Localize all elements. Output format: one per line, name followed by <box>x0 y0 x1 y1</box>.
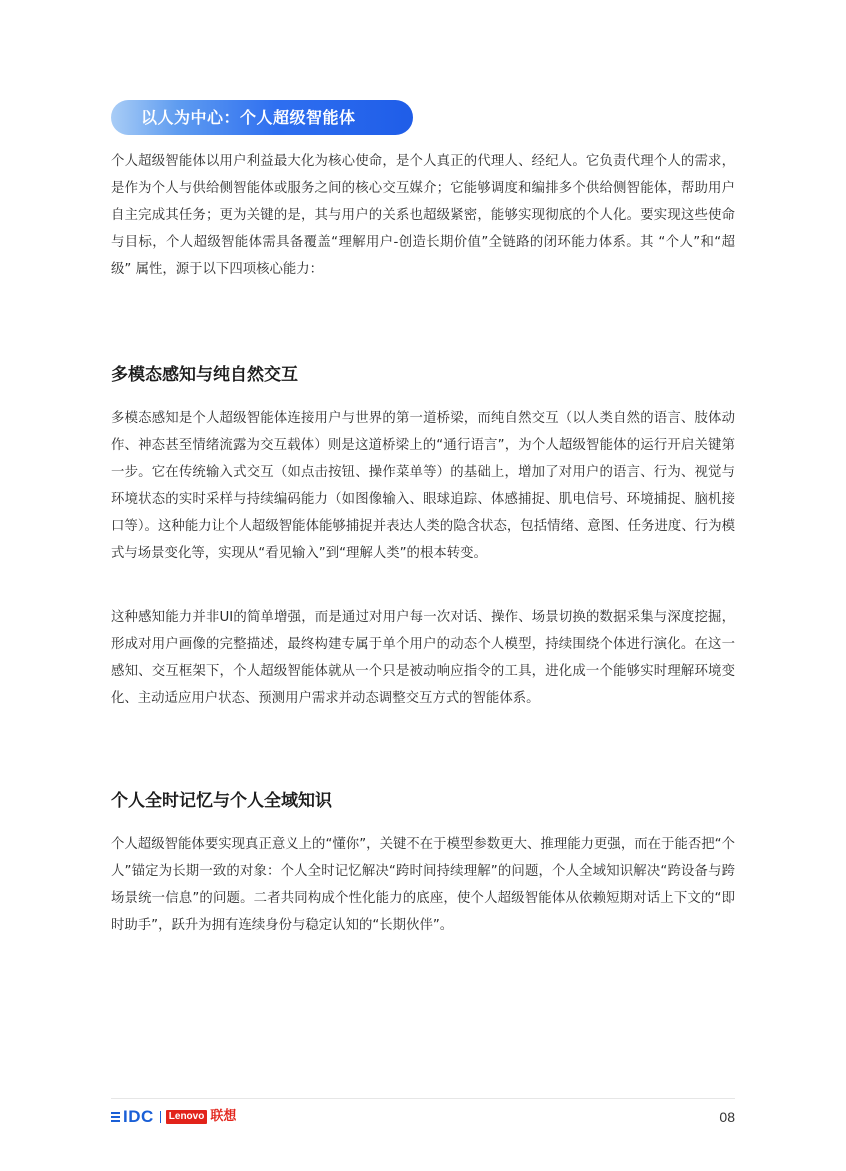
heading-multimodal: 多模态感知与纯自然交互 <box>111 365 298 385</box>
intro-paragraph: 个人超级智能体以用户利益最大化为核心使命，是个人真正的代理人、经纪人。它负责代理个人的需求，是作为个人与供给侧智能体或服务之间的核心交互媒介；它能够调度和编排多个供给侧智能体，帮助用户自主完成其任务；更为关键的是，其与用户的关系也超级紧密，能够实现彻底的个人化。要实现这些使命与目标，个人超级智能体需具备覆盖“理解用户-创造长期价值”全链路的闭环能力体系。其 “个人”和“超级” 属性，源于以下四项核心能力： <box>111 154 735 277</box>
lenovo-cn-logo: 联想 <box>210 1109 237 1124</box>
paragraph-multimodal-2: 这种感知能力并非UI的简单增强，而是通过对用户每一次对话、操作、场景切换的数据采集与深度挖掘，形成对用户画像的完整描述，最终构建专属于单个用户的动态个人模型，持续围绕个体进行演化。在这一感知、交互框架下，个人超级智能体就从一个只是被动响应指令的工具，进化成一个能够实时理解环境变化、主动适应用户状态、预测用户需求并动态调整交互方式的智能体系。 <box>111 610 735 706</box>
section-banner <box>111 100 413 135</box>
footer-logos <box>111 1108 236 1126</box>
lenovo-logo: Lenovo <box>166 1110 208 1124</box>
page-number: 08 <box>719 1109 735 1125</box>
logo-separator <box>160 1111 161 1123</box>
footer-divider <box>111 1098 735 1099</box>
idc-logo: IDC <box>123 1107 154 1126</box>
paragraph-memory-knowledge: 个人超级智能体要实现真正意义上的“懂你”，关键不在于模型参数更大、推理能力更强，而在于能否把“个人”锚定为长期一致的对象：个人全时记忆解决“跨时间持续理解”的问题，个人全域知识解决“跨设备与跨场景统一信息”的问题。二者共同构成个性化能力的底座，使个人超级智能体从依赖短期对话上下文的“即时助手”，跃升为拥有连续身份与稳定认知的“长期伙伴”。 <box>111 837 735 933</box>
idc-bars-icon <box>111 1111 121 1123</box>
paragraph-multimodal-1: 多模态感知是个人超级智能体连接用户与世界的第一道桥梁，而纯自然交互（以人类自然的语言、肢体动作、神态甚至情绪流露为交互载体）则是这道桥梁上的“通行语言”，为个人超级智能体的运行开启关键第一步。它在传统输入式交互（如点击按钮、操作菜单等）的基础上，增加了对用户的语言、行为、视觉与环境状态的实时采样与持续编码能力（如图像输入、眼球追踪、体感捕捉、肌电信号、环境捕捉、脑机接口等）。这种能力让个人超级智能体能够捕捉并表达人类的隐含状态，包括情绪、意图、任务进度、行为模式与场景变化等，实现从“看见输入”到“理解人类”的根本转变。 <box>111 411 735 561</box>
section-banner-title: 以人为中心：个人超级智能体 <box>141 108 356 127</box>
heading-memory-knowledge: 个人全时记忆与个人全域知识 <box>111 791 332 811</box>
